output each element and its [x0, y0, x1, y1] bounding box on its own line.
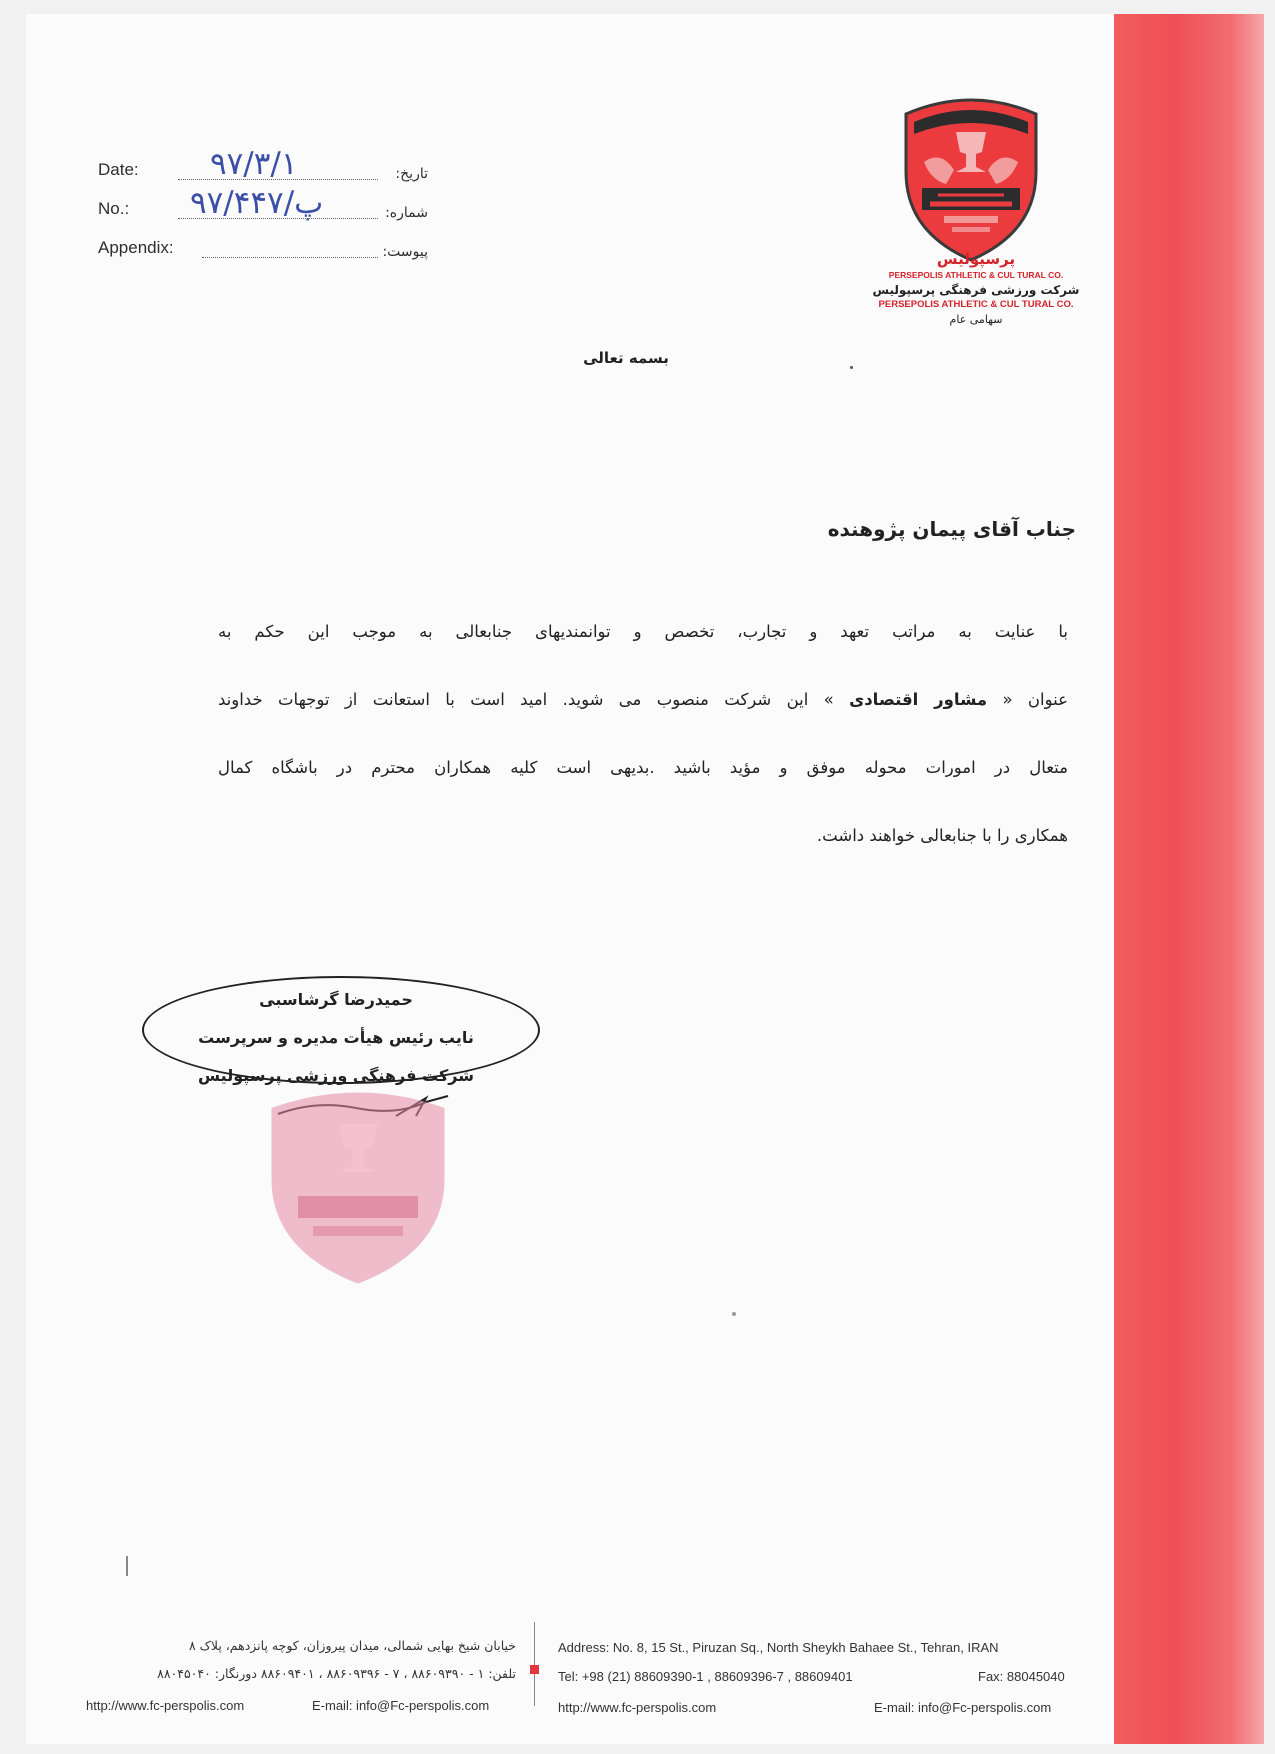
org-name-fa: پرسپولیس	[936, 250, 1016, 268]
footer-divider	[534, 1622, 535, 1706]
basmala: بسمه تعالی	[583, 349, 669, 367]
date-value: ۹۷/۳/۱	[210, 146, 298, 182]
number-value: ۹۷/پ/۴۴۷	[190, 185, 324, 221]
org-company-fa: شرکت ورزشی فرهنگی پرسپولیس	[872, 283, 1080, 297]
footer-phone-en: Tel: +98 (21) 88609390-1 , 88609396-7 , 88609401	[558, 1669, 853, 1684]
position-title: مشاور اقتصادی	[849, 690, 988, 709]
footer-web-fa[interactable]: http://www.fc-perspolis.com	[86, 1698, 245, 1713]
date-field	[98, 146, 428, 186]
footer-address-fa: خیابان شیخ بهایی شمالی، میدان پیروزان، کوچه پانزدهم، پلاک ۸	[188, 1638, 516, 1653]
appendix-label-en: Appendix:	[98, 238, 174, 257]
appendix-field	[98, 234, 428, 264]
date-label-en: Date:	[98, 160, 139, 179]
date-label-fa: تاریخ:	[395, 166, 428, 182]
org-company-en: PERSEPOLIS ATHLETIC & CUL TURAL CO.	[878, 299, 1074, 310]
persepolis-logo-icon	[886, 92, 1056, 262]
footer-email-fa[interactable]: E-mail: info@Fc-perspolis.com	[312, 1698, 490, 1713]
official-stamp-icon	[258, 1084, 458, 1284]
signatory-name: حمیدرضا گرشاسبی	[259, 990, 413, 1009]
footer-web-en[interactable]: http://www.fc-perspolis.com	[558, 1700, 717, 1715]
footer-accent-square	[530, 1665, 539, 1674]
body-line-1: با عنایت به مراتب تعهد و تجارب، تخصص و توانمندیهای جنابعالی به موجب این حکم به	[218, 622, 1068, 641]
signatory-title: نایب رئیس هیأت مدیره و سرپرست	[198, 1028, 474, 1047]
org-type-fa: سهامی عام	[949, 313, 1003, 326]
body-line-4: همکاری را با جنابعالی خواهند داشت.	[816, 826, 1068, 845]
appendix-label-fa: پیوست:	[382, 244, 428, 260]
body-line-2: عنوان « مشاور اقتصادی » این شرکت منصوب می شوید. امید است با استعانت از توجهات خداوند	[218, 690, 1068, 709]
body-line-3: متعال در امورات محوله موفق و مؤید باشید .بدیهی است کلیه همکاران محترم در باشگاه کمال	[218, 758, 1068, 777]
organization-block	[826, 250, 1126, 326]
recipient-line: جناب آقای پیمان پژوهنده	[827, 517, 1076, 541]
letter-page	[26, 14, 1264, 1744]
footer-address-en: Address: No. 8, 15 St., Piruzan Sq., North Sheykh Bahaee St., Tehran, IRAN	[558, 1640, 999, 1655]
red-side-band	[1114, 14, 1264, 1744]
footer-fax-en: Fax: 88045040	[978, 1669, 1065, 1684]
number-label-en: No.:	[98, 199, 130, 218]
footer-phone-fa: تلفن: ۱ - ۸۸۶۰۹۳۹۰ ، ۷ - ۸۸۶۰۹۳۹۶ ، ۸۸۶۰۹۴۰۱ دورنگار: ۸۸۰۴۵۰۴۰	[157, 1666, 516, 1681]
footer-email-en[interactable]: E-mail: info@Fc-perspolis.com	[874, 1700, 1052, 1715]
number-field	[98, 185, 428, 225]
signatory-company: شرکت فرهنگی ورزشی پرسپولیس	[198, 1066, 474, 1085]
number-label-fa: شماره:	[385, 205, 428, 221]
org-name-en-small: PERSEPOLIS ATHLETIC & CUL TURAL CO.	[888, 270, 1064, 280]
